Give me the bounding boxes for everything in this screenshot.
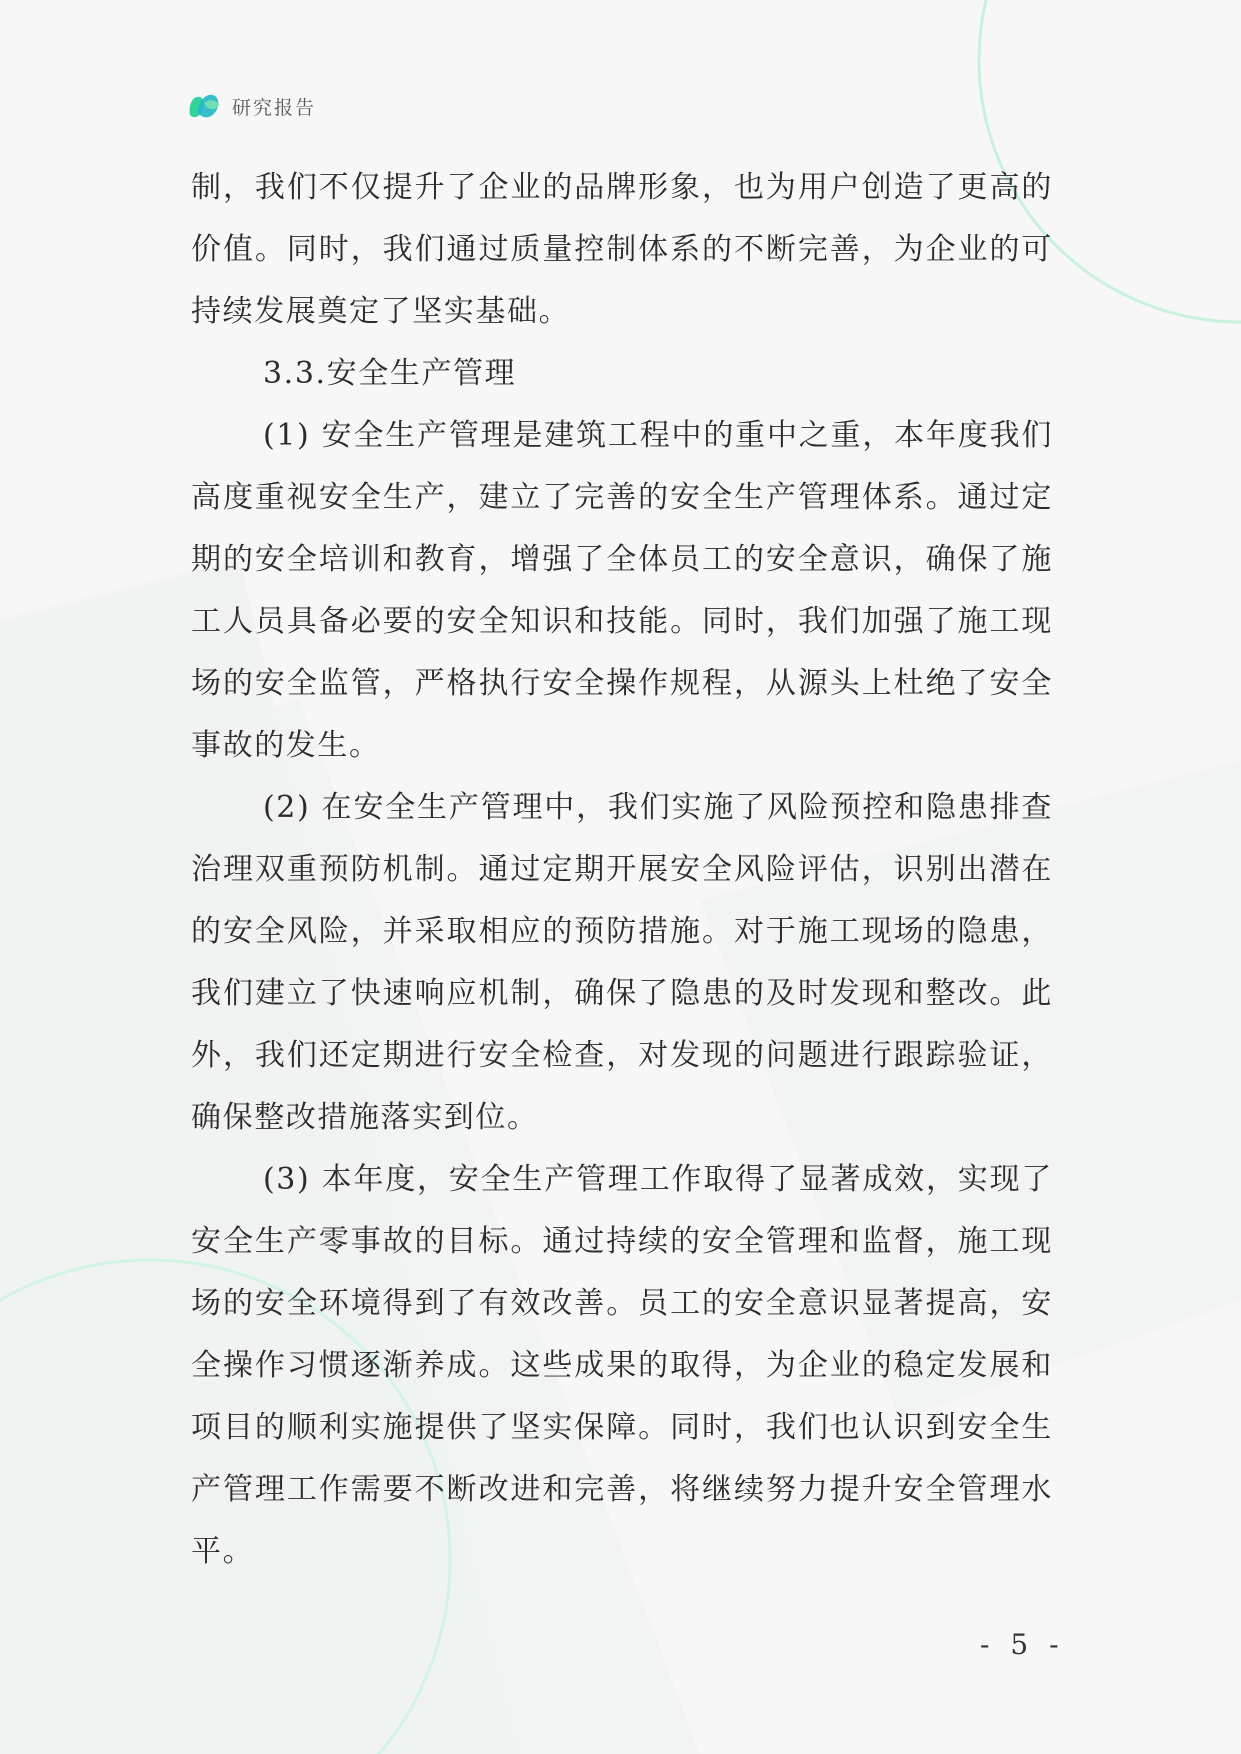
section-heading: 3.3.安全生产管理 xyxy=(263,356,517,391)
document-body xyxy=(191,157,1053,1583)
header-title: 研究报告 xyxy=(232,96,317,119)
page-number: - 5 - xyxy=(980,1628,1065,1661)
brand-logo-icon xyxy=(186,89,222,123)
body-paragraph: (1) 安全生产管理是建筑工程中的重中之重，本年度我们高度重视安全生产，建立了完善的安全生产管理体系。通过定期的安全培训和教育，增强了全体员工的安全意识，确保了施工人员具备必要的安全知识和技能。同时，我们加强了施工现场的安全监管，严格执行安全操作规程，从源头上杜绝了安全事故的发生。 xyxy=(191,418,1053,763)
body-paragraph: (3) 本年度，安全生产管理工作取得了显著成效，实现了安全生产零事故的目标。通过持续的安全管理和监督，施工现场的安全环境得到了有效改善。员工的安全意识显著提高，安全操作习惯逐渐养成。这些成果的取得，为企业的稳定发展和项目的顺利实施提供了坚实保障。同时，我们也认识到安全生产管理工作需要不断改进和完善，将继续努力提升安全管理水平。 xyxy=(191,1162,1053,1569)
intro-paragraph: 制，我们不仅提升了企业的品牌形象，也为用户创造了更高的价值。同时，我们通过质量控制体系的不断完善，为企业的可持续发展奠定了坚实基础。 xyxy=(191,170,1053,329)
report-header xyxy=(186,88,316,124)
body-paragraph: (2) 在安全生产管理中，我们实施了风险预控和隐患排查治理双重预防机制。通过定期开展安全风险评估，识别出潜在的安全风险，并采取相应的预防措施。对于施工现场的隐患，我们建立了快速响应机制，确保了隐患的及时发现和整改。此外，我们还定期进行安全检查，对发现的问题进行跟踪验证，确保整改措施落实到位。 xyxy=(191,790,1053,1135)
